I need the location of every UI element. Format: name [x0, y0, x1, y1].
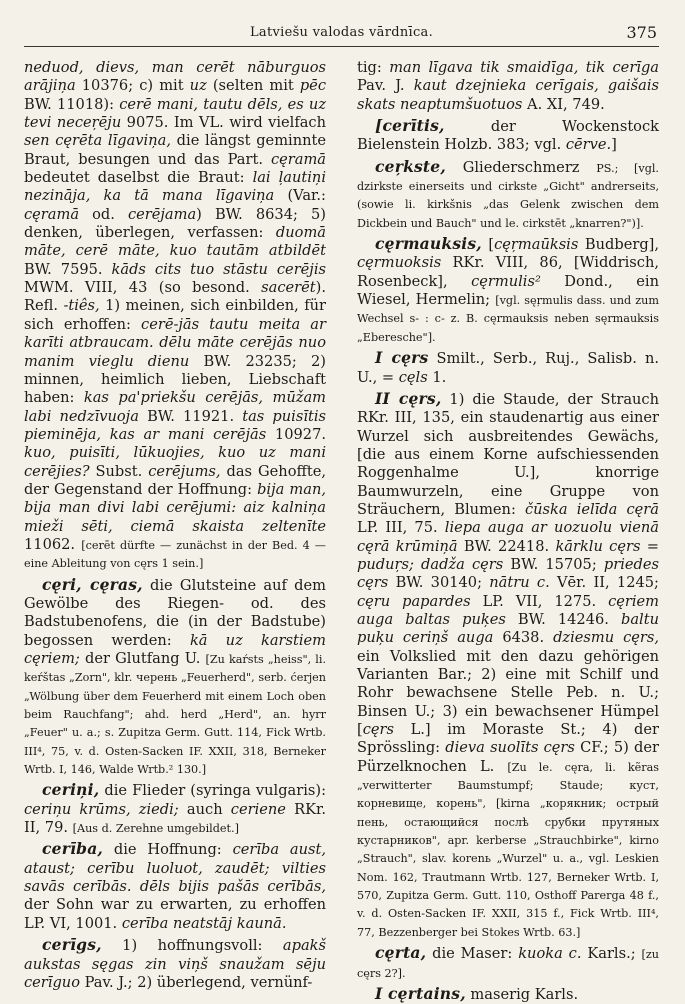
gloss-text: RKr. II, 79. [24, 800, 327, 837]
gloss-text: BW. 11018): [24, 95, 120, 113]
example-text: cęrmulis² [471, 272, 541, 290]
gloss-text: BW. 15705; [503, 555, 604, 573]
example-text: cęramā [24, 205, 80, 223]
gloss-text: Gliederschmerz [445, 158, 597, 176]
page-header [24, 22, 659, 47]
example-text: cęŗmaūksis [494, 236, 579, 254]
example-text: lai ļautiņi nezināja, ka tā mana līgaviņa [24, 169, 326, 205]
gloss-text: CF.; 5) der Pürzelknochen L. [357, 739, 659, 775]
example-text: cęriem auga baltas puķes [357, 592, 660, 628]
example-text: dziesmu cęrs, [553, 629, 659, 647]
example-text: uz [189, 77, 207, 95]
example-text: cērve. [565, 136, 612, 154]
etymology-note: [Zu le. cęra, li. kẽras „verwitterter Baumstumpf; Staude; куст, корневище, корень", [kirna „корякник; острый пень, остающийся послѣ срубки прутяных кустарников", apr. kerberse „Strauchbirke", kirno „Strauch", slav. korenь „Wurzel" u. a., vgl. Leskien Nom. 162, Trautmann Wrtb. 127, Berneker Wrtb. I, 570, Zupitza Germ. Gutt. 110, Osthoff Parerga 48 f., v. d. Osten-Sacken IF. XXII, 315 f., Fick Wrtb. III⁴, 77, Bezzenberger bei Stokes Wrtb. 63.] [357, 760, 659, 939]
gloss-text: BW. 14246. [505, 610, 622, 628]
gloss-text: 1) meinen, sich einbilden, für sich erhoffen: [24, 297, 327, 333]
example-text: cerējums, [148, 462, 221, 480]
gloss-text: BW. 30140; [388, 574, 490, 592]
gloss-text: ) BW. 8634; 5) denken, überlegen, verfassen: [24, 205, 326, 242]
example-text: sacerēt [261, 279, 316, 297]
example-text: neduod, dievs, man cerēt nāburguos arājiņa [24, 59, 326, 95]
headword: cęrta, [375, 943, 427, 963]
headword: cerība, [42, 839, 104, 859]
gloss-text: LP. III, 75. [357, 519, 445, 537]
headword: [cerītis, [375, 116, 445, 136]
gloss-text: Subst. [89, 462, 149, 480]
example-text: kuo, puisīti, lūkuojies, kuo uz mani cerējies? [24, 444, 326, 480]
gloss-text: die Hoffnung: [103, 841, 233, 859]
gloss-text: Vēr. II, 1245; [549, 574, 659, 592]
gloss-text: 1) hoffnungsvoll: [101, 937, 283, 955]
gloss-text: 1) die Staude, der Strauch RKr. III, 135, ein staudenartig aus einer Wurzel sich ausbreitendes Gewächs, [die aus einem Korne aufschiessenden Roggenhalme U.], knorrige Baumwurzeln, eine Gruppe von Sträuchern, Blumen: [357, 390, 659, 518]
etymology-note: [Zu kaŕsts „heiss", li. keŕštas „Zorn", klr. черень „Feuerherd", serb. ćerjen „Wölbung über dem Feuerherd mit einem Loch oben beim Rauchfang"; ahd. herd „Herd", an. hyrr „Feuer" u. a.; s. Zupitza Germ. Gutt. 114, Fick Wrtb. III⁴, 75, v. d. Osten-Sacken IF. XXII, 318, Berneker Wrtb. I, 146, Walde Wrtb.² 130.] [24, 653, 327, 777]
gloss-text: auch [178, 800, 231, 818]
gloss-text: ). Refl. [24, 279, 326, 315]
gloss-text: Budberg], [578, 236, 659, 254]
entry-cermauksis [357, 235, 659, 346]
gloss-text: Pav. J. [357, 77, 414, 95]
example-text: cęrmuoksis [357, 254, 442, 272]
example-text: cerē mani, tautu dēls, es uz tevi neceŗēju [24, 95, 327, 132]
entry-cerigs-continuation [357, 59, 659, 114]
gloss-text: Dond., ein Wiesel, Hermelin; [357, 272, 659, 309]
example-text: baltu puķu ceriņš auga [357, 610, 659, 647]
example-text: pēc [299, 77, 326, 95]
gloss-text: 10376; c) mit [75, 77, 190, 95]
gloss-text: tig: [357, 59, 390, 76]
example-text: ceriņu krūms, ziedi; [24, 800, 179, 818]
gloss-text: der Wockenstock Bielenstein Holzb. 383; vgl. [357, 118, 659, 154]
gloss-text: Smilt., Serb., Ruj., Salisb. n. U., = [357, 350, 659, 386]
etymology-note: PS.; [vgl. dzirkste einerseits und cirkste „Gicht" andrerseits, (sowie li. kirkšnis „das Gelenk zwischen dem Dickbein und Bauch" und le. cirkstēt „knarren?")]. [357, 161, 659, 230]
example-text: cerība aust, ataust; cerību luoluot, zaudēt; vilties savās cerībās. dēls bijis pašās cerībās, [24, 841, 326, 896]
gloss-text: 6438. [493, 629, 554, 647]
headword: I cęrtains, [375, 983, 466, 1003]
gloss-text: ein Volkslied mit den dazu gehörigen Varianten Bar.; 2) eine mit Schilf und Rohr bewachsene Stelle Peb. n. U.; Binsen U.; 3) ein bewachsener Hümpel [ [357, 647, 659, 739]
example-text: cęramā [270, 150, 326, 168]
gloss-text: BW. 11921. [138, 407, 243, 425]
headword: I cęrs [375, 348, 429, 368]
example-text: cęrs [362, 721, 394, 739]
running-title: Latviešu valodas vārdnīca. [249, 25, 434, 40]
gloss-text: die Maser: [426, 945, 519, 963]
entry-cers-1 [357, 349, 659, 387]
gloss-text: der Glutfang U. [79, 650, 206, 667]
gloss-text: BW. 7595. [24, 260, 112, 278]
gloss-text: die längst geminnte Braut, besungen und das Part. [24, 132, 326, 168]
headword: cęrmauksis, [375, 234, 482, 254]
gloss-text: 1. [427, 368, 447, 386]
etymology-note: [Aus d. Zerehne umgebildet.] [72, 822, 239, 836]
headword: ceriņi, [42, 780, 100, 800]
entry-cerkste [357, 158, 659, 232]
entry-ceri [24, 576, 326, 779]
entry-cerēt-continuation [24, 59, 326, 573]
example-text: dieva suolīts cęrs [445, 739, 575, 757]
example-text: cerība neatstāj kaunā. [121, 914, 287, 932]
gloss-text: LP. VII, 1275. [470, 592, 609, 610]
etymology-note: [vgl. sęŗmulis dass. und zum Wechsel s- : c- z. B. cęrmauksis neben sęrmauksis „Eberesche"]. [357, 294, 659, 344]
example-text: čūska ielīda cęrā [524, 500, 659, 518]
entry-ceritis [357, 117, 659, 155]
headword: cęri, cęras, [42, 574, 143, 594]
text-columns [24, 59, 659, 1004]
example-text: sen cęrēta līgaviņa, [24, 132, 171, 150]
entry-cerigs [24, 936, 326, 992]
gloss-text: das Gehoffte, der Gegenstand der Hoffnung: [24, 462, 326, 498]
entry-ceriba [24, 840, 326, 933]
gloss-text: die Glutsteine auf dem Gewölbe des Riegen- od. des Badstubenofens, die (in der Badstube) begossen werden: [24, 576, 326, 649]
gloss-text: Karls.; [581, 945, 642, 963]
gloss-text: Pav. J.; 2) überlegend, vernünf- [79, 973, 313, 991]
gloss-text: 11062. [24, 535, 82, 553]
example-text: kaut dzejnieka cerīgais, gaišais skats neaptumšuotuos [357, 77, 659, 113]
example-text: duomā māte, cerē māte, kuo tautām atbildēt [24, 224, 326, 260]
example-text: kā uz karstiem cęriem; [24, 631, 326, 667]
gloss-text: 9075. Im VL. wird vielfach [121, 114, 326, 132]
etymology-note: [zu cęrs 2?]. [357, 948, 659, 980]
example-text: bija man, bija man divi labi cerējumi: aiz kalniņa mieži sēti, ciemā skaista zeltenīte [24, 480, 326, 535]
gloss-text: die Flieder (syringa vulgaris): [99, 782, 326, 800]
entry-cers-2 [357, 390, 659, 941]
entry-cerini [24, 781, 326, 837]
example-text: cęru papardes [357, 592, 471, 610]
example-text: man līgava tik smaidīga, tik cerīga [389, 59, 660, 76]
example-text: cęls [398, 368, 428, 386]
gloss-text: maserig Karls. [465, 985, 579, 1003]
etymology-note: [cerēt dürfte — zunächst in der Bed. 4 — eine Ableitung von cęrs 1 sein.] [24, 538, 326, 571]
example-text: kuoka c. [518, 945, 582, 963]
example-text: tas puisītis pieminēja, kas ar mani cerējās [24, 407, 327, 443]
headword: ceŗkste, [375, 156, 446, 176]
entry-certa [357, 944, 659, 982]
left-column [24, 59, 326, 1004]
example-text: priedes cęrs [357, 555, 659, 592]
example-text: -tiês, [63, 297, 100, 315]
gloss-text: [ [481, 236, 495, 254]
headword: II cęrs, [375, 388, 442, 408]
gloss-text: MWM. VIII, 43 (so besond. [24, 279, 262, 297]
gloss-text: (Var.: [274, 187, 326, 205]
gloss-text: L.] im Moraste St.; 4) der Sprössling: [357, 721, 659, 757]
example-text: kas pa'priekšu cerējās, mūžam labi nedzīvuoja [24, 389, 326, 425]
gloss-text: od. [79, 205, 128, 223]
gloss-text: ] [611, 136, 617, 154]
gloss-text: der Sohn war zu erwarten, zu erhoffen LP. VI, 1001. [24, 896, 326, 932]
example-text: liepa auga ar uozuolu vienā cęrā krūmiņā [357, 519, 659, 555]
gloss-text: (selten mit [206, 77, 300, 95]
example-text: apakš aukstas sęgas zin viņš snaužam sēju cerīguo [24, 937, 326, 991]
example-text: ceriene [230, 800, 286, 818]
page-number: 375 [626, 23, 657, 42]
headword: cerīgs, [42, 935, 102, 955]
entry-certains [357, 985, 659, 1004]
gloss-text: bedeutet daselbst die Braut: [24, 169, 253, 187]
example-text: cerējama [127, 205, 197, 223]
example-text: nātru c. [489, 574, 550, 592]
gloss-text: A. XI, 749. [522, 95, 605, 113]
right-column [357, 59, 659, 1004]
gloss-text: BW. 23235; 2) minnen, heimlich lieben, Liebschaft haben: [24, 352, 326, 407]
gloss-text: 10927. [266, 425, 326, 443]
gloss-text: BW. 22418. [457, 537, 556, 555]
example-text: kārklu cęrs = puduŗs; dadža cęrs [357, 537, 659, 573]
example-text: kāds cits tuo stāstu cerējis [111, 260, 326, 278]
gloss-text: RKr. VIII, 86, [Widdrisch, Rosenbeck], [357, 254, 659, 290]
example-text: cerē-jās tautu meita ar karīti atbraucam. dēlu māte cerējās nuo manim vieglu dienu [24, 315, 326, 370]
